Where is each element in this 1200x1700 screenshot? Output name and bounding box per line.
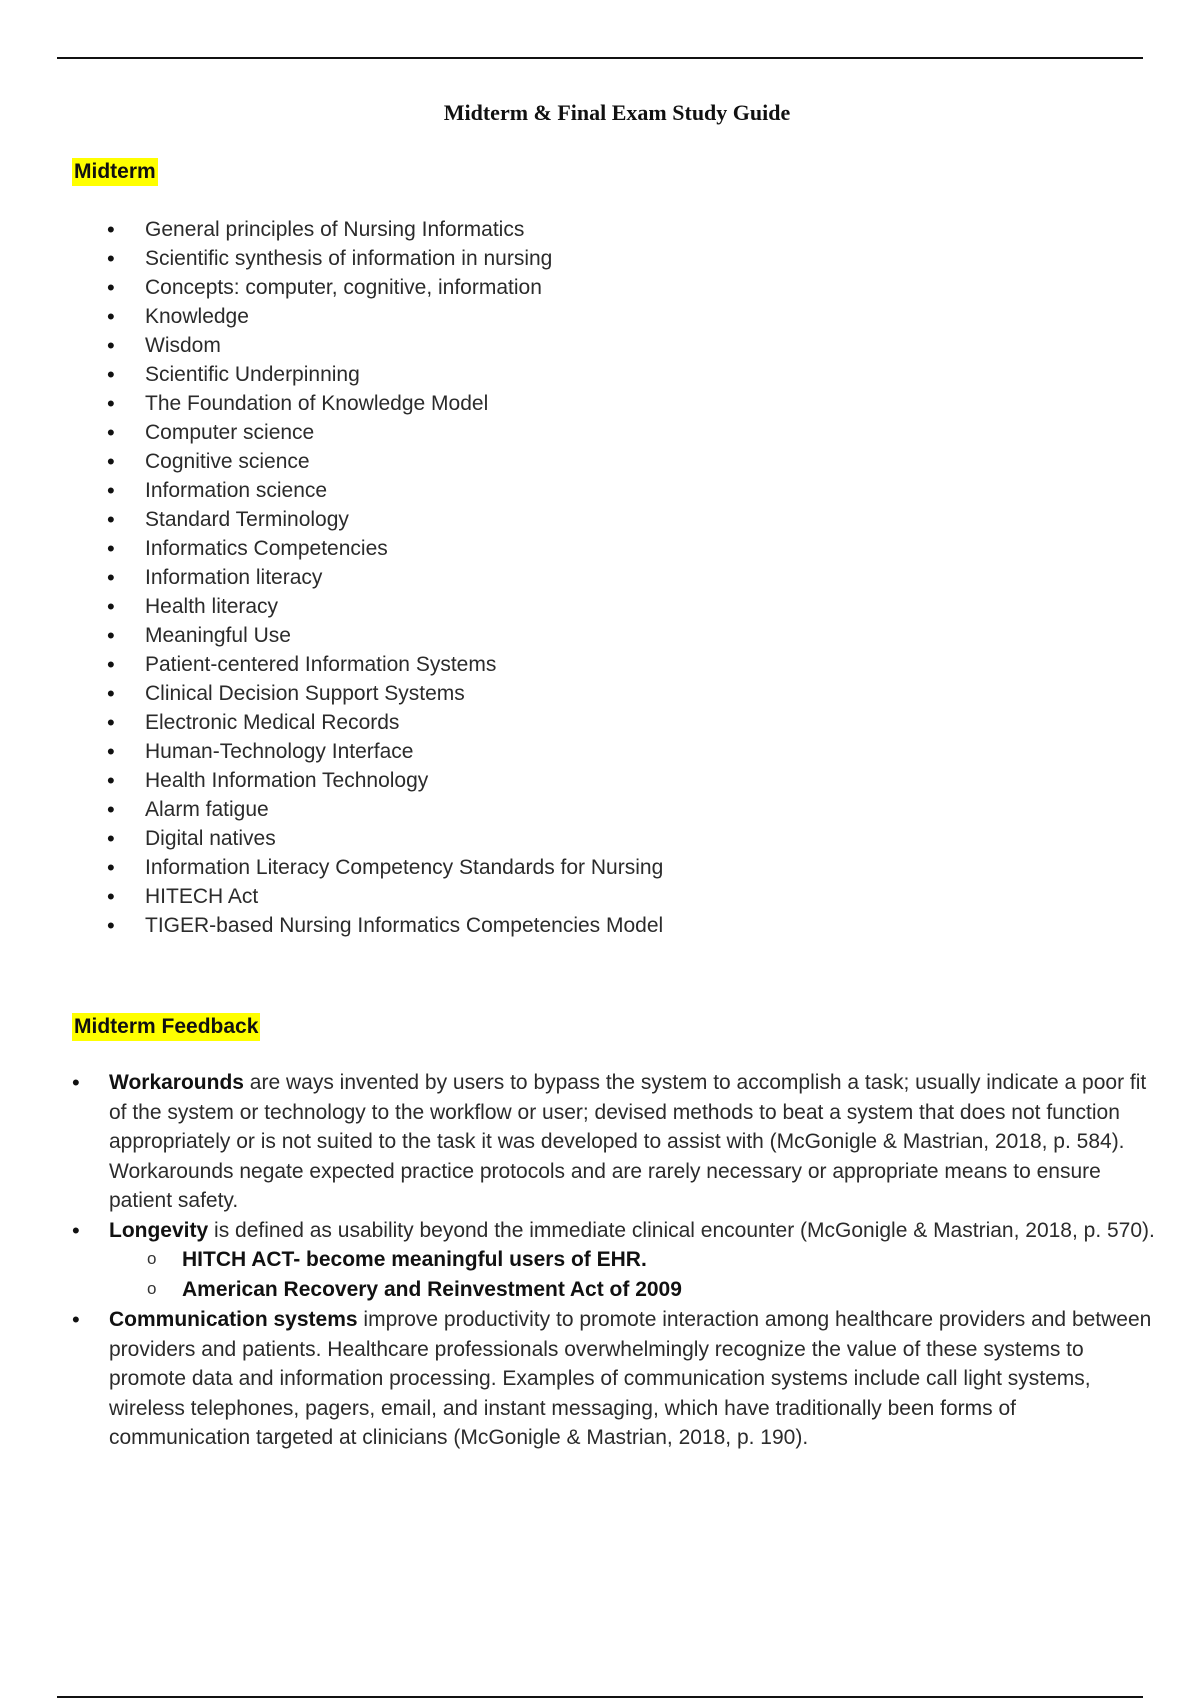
feedback-item bbox=[72, 1068, 1162, 1216]
midterm-topic-list bbox=[72, 215, 663, 940]
list-item: • Knowledge bbox=[72, 302, 663, 331]
feedback-text: is defined as usability beyond the immediate clinical encounter (McGonigle & Mastrian, 2018, p. 570). bbox=[208, 1218, 1155, 1242]
feedback-sub-list bbox=[109, 1245, 1162, 1305]
list-item: • Human-Technology Interface bbox=[72, 737, 663, 766]
list-item: • HITECH Act bbox=[72, 882, 663, 911]
feedback-item bbox=[72, 1305, 1162, 1453]
list-item: • Information literacy bbox=[72, 563, 663, 592]
list-item: • Alarm fatigue bbox=[72, 795, 663, 824]
list-item: • Health literacy bbox=[72, 592, 663, 621]
feedback-term: Communication systems bbox=[109, 1308, 358, 1331]
list-item: • Clinical Decision Support Systems bbox=[72, 679, 663, 708]
midterm-feedback-list bbox=[72, 1068, 1162, 1453]
list-item: • Patient-centered Information Systems bbox=[72, 650, 663, 679]
list-item: • Health Information Technology bbox=[72, 766, 663, 795]
list-item: • Wisdom bbox=[72, 331, 663, 360]
feedback-term: Workarounds bbox=[109, 1071, 244, 1094]
list-item: • The Foundation of Knowledge Model bbox=[72, 389, 663, 418]
feedback-text: are ways invented by users to bypass the system to accomplish a task; usually indicate a poor fit of the system or technology to the workflow or user; devised methods to beat a system that does not function appropriately or is not suited to the task it was developed to assist with (McGonigle & Mastrian, 2018, p. 584). Workarounds negate expected practice protocols and are rarely necessary or appropriate means to ensure patient safety. bbox=[109, 1071, 1147, 1212]
list-item: • Computer science bbox=[72, 418, 663, 447]
feedback-term: Longevity bbox=[109, 1218, 209, 1242]
list-item: • General principles of Nursing Informatics bbox=[72, 215, 663, 244]
list-item: • Scientific synthesis of information in nursing bbox=[72, 244, 663, 273]
list-item: • Scientific Underpinning bbox=[72, 360, 663, 389]
midterm-feedback-heading: Midterm Feedback bbox=[72, 1013, 260, 1041]
bottom-rule bbox=[57, 1696, 1143, 1698]
list-item: • Information Literacy Competency Standards for Nursing bbox=[72, 853, 663, 882]
list-item: • Standard Terminology bbox=[72, 505, 663, 534]
list-item: • Meaningful Use bbox=[72, 621, 663, 650]
midterm-heading: Midterm bbox=[72, 158, 158, 186]
feedback-item bbox=[72, 1216, 1162, 1306]
list-item: • TIGER-based Nursing Informatics Competencies Model bbox=[72, 911, 663, 940]
list-item: • Cognitive science bbox=[72, 447, 663, 476]
feedback-text: improve productivity to promote interaction among healthcare providers and between providers and patients. Healthcare professionals overwhelmingly recognize the value of these systems to promote data and information processing. Examples of communication systems include call light systems, wireless telephones, pagers, email, and instant messaging, which have traditionally been forms of communication targeted at clinicians (McGonigle & Mastrian, 2018, p. 190). bbox=[109, 1308, 1152, 1449]
sub-list-item: o American Recovery and Reinvestment Act of 2009 bbox=[109, 1275, 1162, 1305]
top-rule bbox=[57, 57, 1143, 59]
list-item: • Electronic Medical Records bbox=[72, 708, 663, 737]
list-item: • Concepts: computer, cognitive, information bbox=[72, 273, 663, 302]
document-title: Midterm & Final Exam Study Guide bbox=[443, 100, 791, 125]
list-item: • Information science bbox=[72, 476, 663, 505]
list-item: • Informatics Competencies bbox=[72, 534, 663, 563]
sub-list-item: o HITCH ACT- become meaningful users of EHR. bbox=[109, 1245, 1162, 1275]
list-item: • Digital natives bbox=[72, 824, 663, 853]
